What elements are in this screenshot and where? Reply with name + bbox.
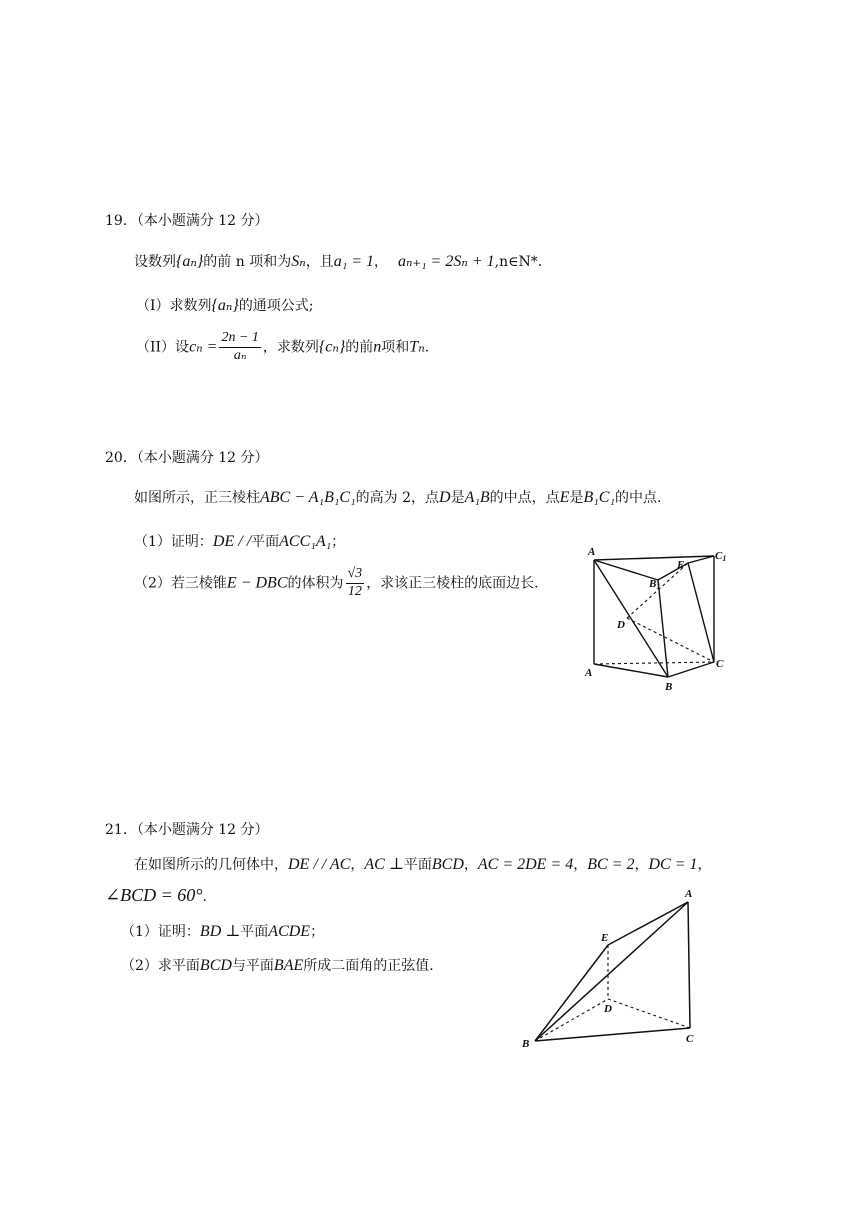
hidden-edge-d-c bbox=[608, 999, 690, 1028]
label-b: B bbox=[522, 1038, 530, 1050]
label-b1: B1 bbox=[649, 578, 661, 591]
label-c1: C1 bbox=[715, 550, 727, 563]
label-d: D bbox=[617, 619, 625, 631]
edge-b-c bbox=[535, 1028, 690, 1041]
q20-fraction: $\frac{√3}{12}$ bbox=[347, 566, 363, 599]
label-e: E bbox=[677, 559, 685, 571]
hidden-segment-d-c bbox=[627, 618, 714, 662]
label-d: D bbox=[604, 1003, 612, 1015]
q21-stem-line2: ∠BCD = 60°. bbox=[105, 885, 207, 905]
q19-part1: （I）求数列{aₙ}的通项公式; bbox=[136, 297, 314, 314]
segment-a1-b bbox=[594, 560, 668, 677]
label-b: B bbox=[665, 681, 673, 693]
q20-part2: （2）若三棱锥E − DBC的体积为 $\frac{√3}{12}$ ，求该正三棱柱的底面边长. bbox=[134, 566, 539, 599]
label-a-top: A bbox=[588, 546, 596, 558]
label-c: C bbox=[686, 1033, 694, 1045]
q20-stem: 如图所示，正三棱柱ABC − A₁B₁C₁的高为 2，点D是A₁B的中点，点E是B₁C₁的中点. bbox=[134, 489, 662, 506]
q19-header: 19．（本小题满分 12 分） bbox=[105, 213, 269, 229]
label-a: A bbox=[685, 888, 693, 900]
q20-header: 20．（本小题满分 12 分） bbox=[105, 450, 269, 466]
q19-stem: 设数列{aₙ}的前 n 项和为Sₙ，且a₁ = 1， aₙ₊₁ = 2Sₙ + 1,n∈N*. bbox=[134, 253, 543, 270]
edge-a1-c1 bbox=[594, 556, 714, 560]
label-a-bottom: A bbox=[585, 667, 593, 679]
q20-part1: （1）证明：DE / /平面ACC₁A₁； bbox=[134, 533, 346, 550]
q21-stem-line1: 在如图所示的几何体中，DE / / AC，AC ⊥平面BCD，AC = 2DE = 4，BC = 2，DC = 1， bbox=[134, 856, 712, 873]
edge-a-c bbox=[688, 902, 690, 1028]
q21-header: 21．（本小题满分 12 分） bbox=[105, 822, 269, 838]
q19-fraction: $\frac{2n - 1}{\text{aₙ}}$ bbox=[221, 330, 259, 363]
edge-a-b bbox=[594, 664, 668, 677]
hidden-edge-a-c bbox=[594, 662, 714, 664]
hidden-edge-b-d bbox=[535, 999, 608, 1041]
edge-b-a bbox=[535, 902, 688, 1041]
q21-part1: （1）证明：BD ⊥平面ACDE； bbox=[121, 923, 325, 940]
q21-solid-figure bbox=[515, 885, 705, 1055]
edge-a1-b1 bbox=[594, 560, 658, 580]
q19-part2: （II）设cₙ = $\frac{2n - 1}{\text{aₙ}}$ ，求数列{cₙ}的前n项和Tₙ. bbox=[136, 330, 430, 363]
label-e: E bbox=[601, 932, 609, 944]
segment-e-c bbox=[688, 563, 714, 662]
q21-part2: （2）求平面BCD与平面BAE所成二面角的正弦值. bbox=[121, 957, 434, 974]
edge-b-e bbox=[535, 945, 608, 1041]
edge-b-c bbox=[668, 662, 714, 677]
label-c: C bbox=[716, 658, 724, 670]
q20-prism-figure bbox=[580, 545, 730, 695]
